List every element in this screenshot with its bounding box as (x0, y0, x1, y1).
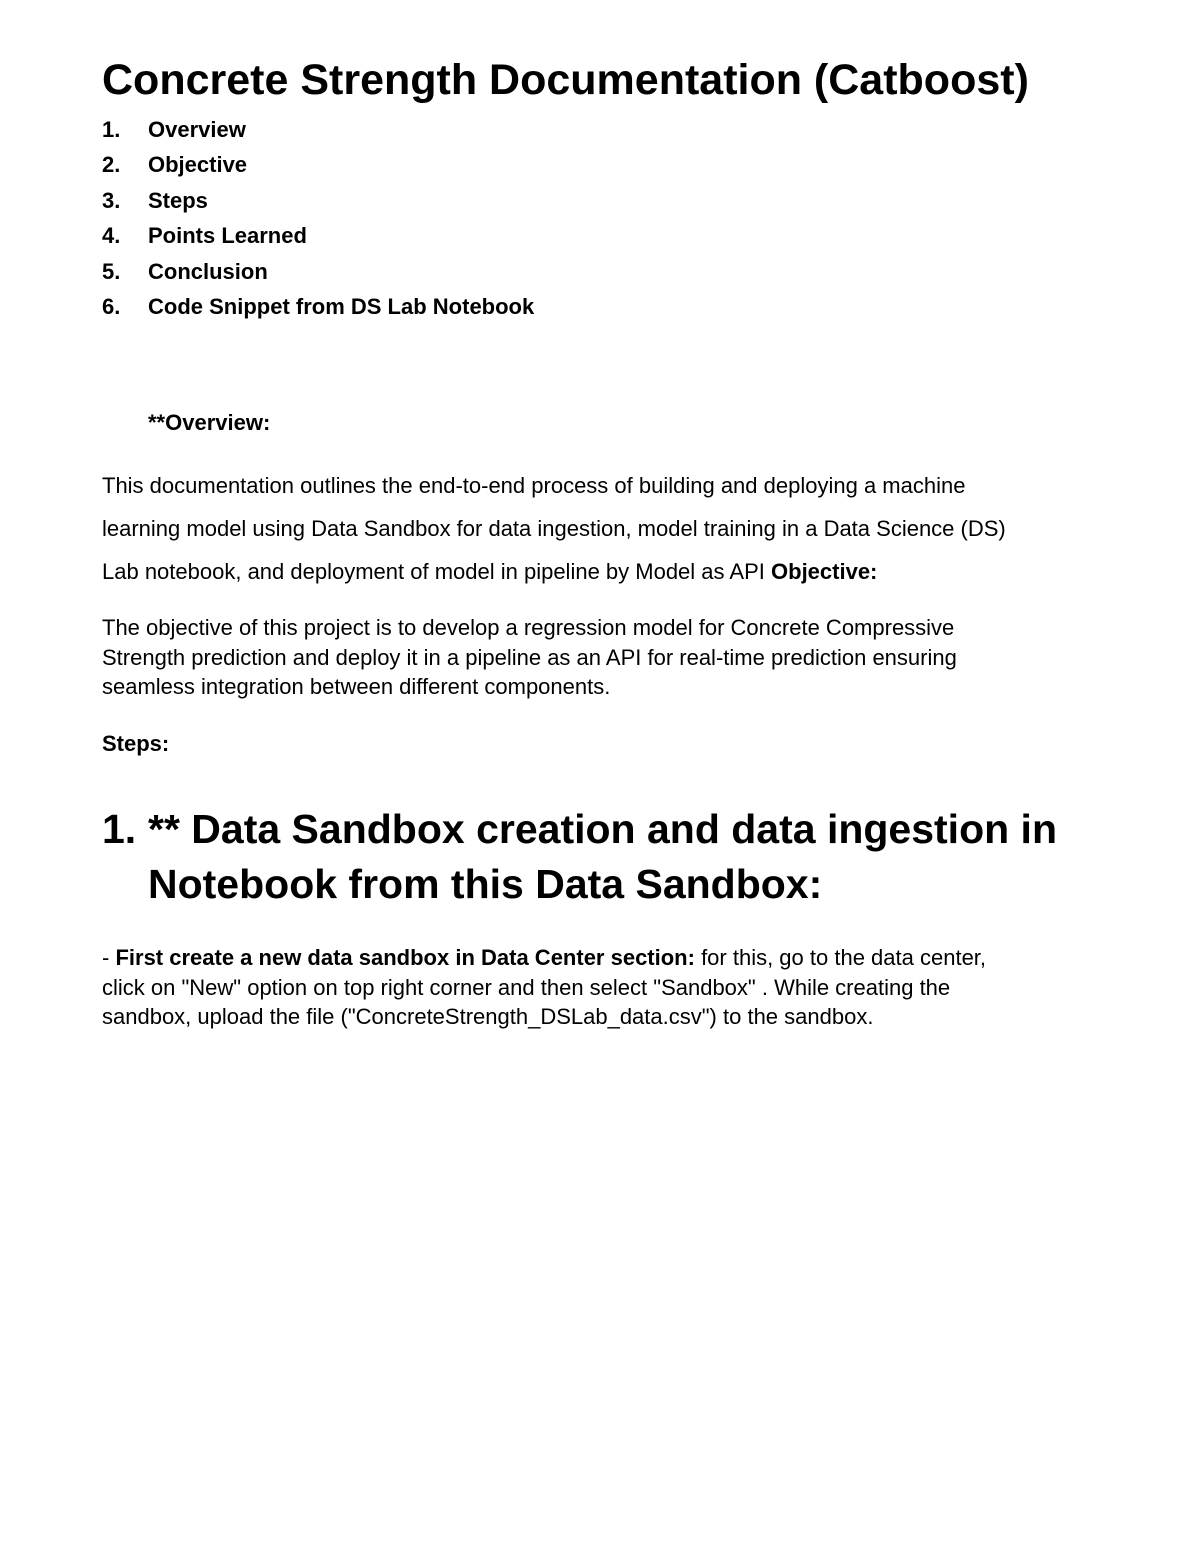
toc-item-overview (102, 112, 534, 147)
toc-item-label: Code Snippet from DS Lab Notebook (148, 293, 535, 319)
step-1-prefix: - (102, 945, 116, 970)
table-of-contents (102, 112, 534, 324)
objective-paragraph (102, 613, 957, 702)
objective-line: The objective of this project is to develop a regression model for Concrete Compressive (102, 615, 955, 640)
objective-heading: Objective: (771, 559, 878, 584)
overview-line-text: Lab notebook, and deployment of model in pipeline by Model as API (102, 559, 772, 584)
overview-heading: **Overview: (148, 410, 271, 435)
toc-item-number: 2. (102, 152, 121, 178)
toc-item-label: Points Learned (148, 223, 307, 249)
step-1-line: sandbox, upload the file ("ConcreteStrength_DSLab_data.csv") to the sandbox. (102, 1004, 874, 1029)
toc-item-code-snippet (102, 289, 534, 324)
step-1-paragraph (102, 943, 986, 1032)
toc-item-steps (102, 183, 534, 218)
toc-item-label: Objective (148, 152, 248, 178)
toc-item-label: Steps (148, 187, 208, 213)
step-1-heading (102, 802, 1057, 912)
toc-item-points-learned (102, 218, 534, 253)
step-1-number: 1. (102, 806, 137, 852)
step-1-line: click on "New" option on top right corner and then select "Sandbox" . While creating the (102, 974, 951, 1000)
overview-paragraph (102, 464, 1102, 593)
overview-line: learning model using Data Sandbox for data ingestion, model training in a Data Science (DS) (102, 516, 1006, 541)
steps-heading: Steps: (102, 731, 170, 756)
toc-item-number: 5. (102, 258, 121, 284)
toc-item-label: Overview (148, 117, 246, 142)
step-1-line-rest: for this, go to the data center, (694, 945, 987, 970)
overview-line-last (102, 550, 1102, 593)
toc-item-number: 3. (102, 187, 121, 213)
document-title: Concrete Strength Documentation (Catboost) (102, 56, 1029, 104)
toc-item-label: Conclusion (148, 258, 268, 284)
toc-item-number: 1. (102, 117, 121, 142)
objective-line: seamless integration between different components. (102, 674, 611, 699)
step-1-heading-line-1: ** Data Sandbox creation and data ingestion in (148, 806, 1057, 852)
toc-item-number: 6. (102, 293, 121, 319)
overview-line: This documentation outlines the end-to-end process of building and deploying a machine (102, 473, 966, 498)
toc-item-objective (102, 147, 534, 182)
step-1-heading-row (102, 802, 1057, 857)
objective-line: Strength prediction and deploy it in a pipeline as an API for real-time prediction ensuring (102, 644, 957, 670)
toc-item-conclusion (102, 254, 534, 289)
step-1-line (102, 943, 986, 973)
toc-item-number: 4. (102, 223, 121, 249)
step-1-bold-lead: First create a new data sandbox in Data Center section: (115, 945, 695, 970)
step-1-heading-line-2: Notebook from this Data Sandbox: (148, 861, 823, 907)
